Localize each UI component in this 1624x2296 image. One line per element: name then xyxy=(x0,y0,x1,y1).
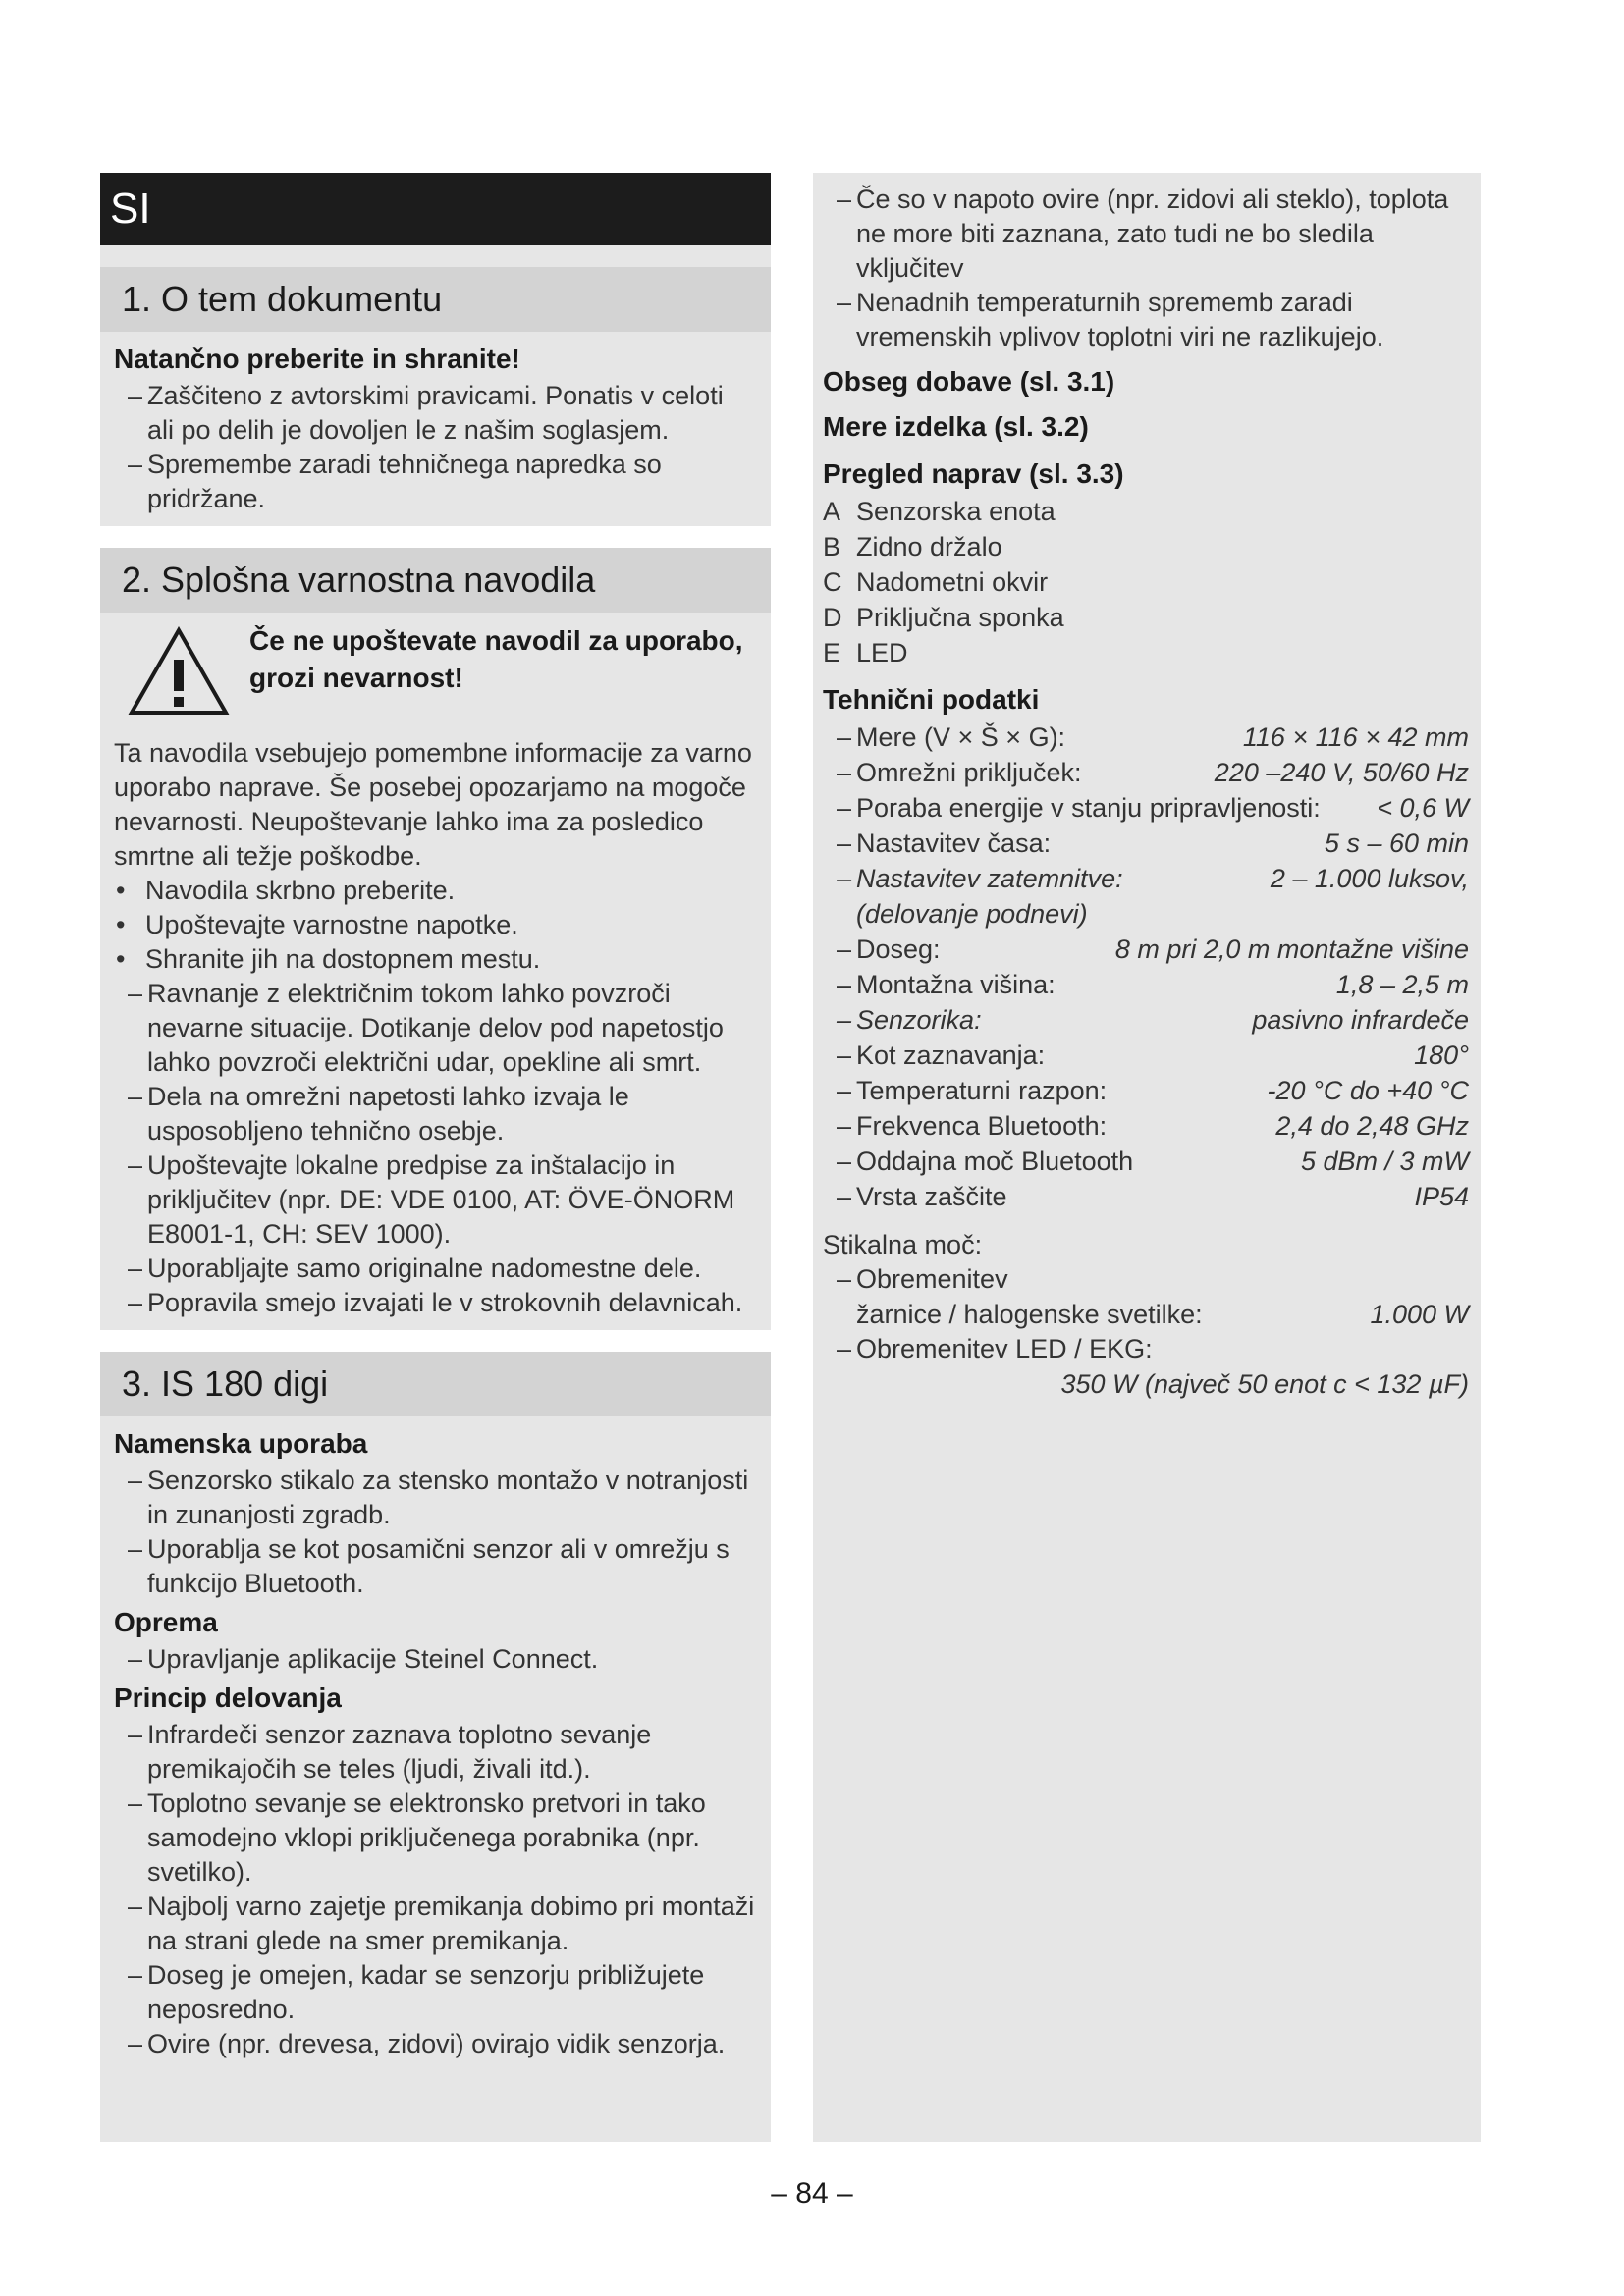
spec-row: – Kot zaznavanja: 180° xyxy=(823,1038,1469,1073)
list-item: – Uporablja se kot posamični senzor ali v omrežju s funkcijo Bluetooth. xyxy=(114,1532,757,1601)
list-item: – Toplotno sevanje se elektronsko pretvori in tako samodejno vklopi priključenega porabnika (npr. svetilko). xyxy=(114,1787,757,1890)
list-item: – Doseg je omejen, kadar se senzorju približujete neposredno. xyxy=(114,1958,757,2027)
list-item: • Shranite jih na dostopnem mestu. xyxy=(114,942,757,977)
section-1-title: 1. O tem dokumentu xyxy=(100,267,771,332)
list-item: • Upoštevajte varnostne napotke. xyxy=(114,908,757,942)
list-item: • Navodila skrbno preberite. xyxy=(114,874,757,908)
s2-list xyxy=(114,977,757,1320)
list-item: – Popravila smejo izvajati le v strokovnih delavnicah. xyxy=(114,1286,757,1320)
dims-heading: Mere izdelka (sl. 3.2) xyxy=(823,411,1089,442)
scope-heading: Obseg dobave (sl. 3.1) xyxy=(823,366,1115,397)
warning-text: Če ne upoštevate navodil za uporabo, grozi nevarnost! xyxy=(249,625,743,693)
s3-use-list xyxy=(114,1464,757,1601)
warning-triangle-icon xyxy=(128,626,230,717)
right-top-list xyxy=(823,183,1469,354)
list-item: – Infrardeči senzor zaznava toplotno sevanje premikajočih se teles (ljudi, živali itd.). xyxy=(114,1718,757,1787)
section-2-title: 2. Splošna varnostna navodila xyxy=(100,548,771,613)
list-item: – Spremembe zaradi tehničnega napredka so pridržane. xyxy=(114,448,757,516)
tech-heading: Tehnični podatki xyxy=(823,684,1040,715)
switch-heading: Stikalna moč: xyxy=(823,1230,983,1259)
s1-list xyxy=(114,379,757,516)
list-item: B Zidno držalo xyxy=(823,532,1002,561)
spec-list xyxy=(823,720,1469,1214)
s3-use-heading: Namenska uporaba xyxy=(114,1428,368,1459)
list-item: C Nadometni okvir xyxy=(823,567,1049,597)
spec-row: – Vrsta zaščite IP54 xyxy=(823,1179,1469,1214)
list-item: – Dela na omrežni napetosti lahko izvaja le usposobljeno tehnično osebje. xyxy=(114,1080,757,1148)
list-item: D Priključna sponka xyxy=(823,603,1064,632)
spec-row: – Nastavitev zatemnitve: (delovanje podnevi) 2 – 1.000 luksov, xyxy=(823,861,1469,932)
list-item: – Upravljanje aplikacije Steinel Connect. xyxy=(114,1642,757,1677)
list-item: – Če so v napoto ovire (npr. zidovi ali steklo), toplota ne more biti zaznana, zato tudi ne bo sledila vključitev xyxy=(823,183,1469,286)
list-item: – Uporabljajte samo originalne nadomestne dele. xyxy=(114,1252,757,1286)
list-item: – Najbolj varno zajetje premikanja dobimo pri montaži na strani glede na smer premikanja. xyxy=(114,1890,757,1958)
load-list xyxy=(823,1262,1469,1297)
list-item: – Ravnanje z električnim tokom lahko povzroči nevarne situacije. Dotikanje delov pod napetostjo lahko povzroči električni udar, opekline ali smrt. xyxy=(114,977,757,1080)
list-item: – Zaščiteno z avtorskimi pravicami. Ponatis v celoti ali po delih je dovoljen le z našim soglasjem. xyxy=(114,379,757,448)
list-item: E LED xyxy=(823,638,908,667)
language-tab: SI xyxy=(100,173,771,245)
right-content xyxy=(813,183,1481,1402)
spec-row: – Temperaturni razpon: -20 °C do +40 °C xyxy=(823,1073,1469,1108)
list-item: – Senzorsko stikalo za stensko montažo v notranjosti in zunanjosti zgradb. xyxy=(114,1464,757,1532)
spec-row: – Poraba energije v stanju pripravljenosti: < 0,6 W xyxy=(823,790,1469,826)
list-item: – Obremenitev LED / EKG: xyxy=(823,1332,1469,1366)
s3-principle-list xyxy=(114,1718,757,2061)
list-item: – Obremenitev xyxy=(823,1262,1469,1297)
s2-intro: Ta navodila vsebujejo pomembne informacije za varno uporabo naprave. Še posebej opozarjamo na mogoče nevarnosti. Neupoštevanje lahko ima za posledico smrtne ali težje poškodbe. xyxy=(114,738,752,871)
spec-row: – Frekvenca Bluetooth: 2,4 do 2,48 GHz xyxy=(823,1108,1469,1144)
s3-equip-list xyxy=(114,1642,757,1677)
s2-bullets xyxy=(114,874,757,977)
spec-row: žarnice / halogenske svetilke: 1.000 W xyxy=(856,1300,1469,1329)
s3-principle-heading: Princip delovanja xyxy=(114,1682,342,1713)
spec-row: – Omrežni priključek: 220 –240 V, 50/60 Hz xyxy=(823,755,1469,790)
load-list-2 xyxy=(823,1332,1469,1366)
spec-row: – Montažna višina: 1,8 – 2,5 m xyxy=(823,967,1469,1002)
spec-row: – Oddajna moč Bluetooth 5 dBm / 3 mW xyxy=(823,1144,1469,1179)
list-item: – Upoštevajte lokalne predpise za inštalacijo in priključitev (npr. DE: VDE 0100, AT: ÖVE-ÖNORM E8001-1, CH: SEV 1000). xyxy=(114,1148,757,1252)
left-content xyxy=(100,267,771,2071)
warning-box xyxy=(114,622,757,717)
spec-row: 350 W (največ 50 enot c < 132 µF) xyxy=(1060,1369,1469,1399)
spec-row: – Nastavitev časa: 5 s – 60 min xyxy=(823,826,1469,861)
overview-heading: Pregled naprav (sl. 3.3) xyxy=(823,458,1124,489)
list-item: A Senzorska enota xyxy=(823,497,1056,526)
list-item: – Ovire (npr. drevesa, zidovi) ovirajo vidik senzorja. xyxy=(114,2027,757,2061)
page-number: – 84 – xyxy=(771,2177,853,2210)
parts-list xyxy=(823,494,1469,670)
section-3-title: 3. IS 180 digi xyxy=(100,1352,771,1416)
s3-equip-heading: Oprema xyxy=(114,1607,218,1637)
spec-row: – Mere (V × Š × G): 116 × 116 × 42 mm xyxy=(823,720,1469,755)
list-item: – Nenadnih temperaturnih sprememb zaradi vremenskih vplivov toplotni viri ne razlikujejo. xyxy=(823,286,1469,354)
spec-row: – Doseg: 8 m pri 2,0 m montažne višine xyxy=(823,932,1469,967)
s1-subheading: Natančno preberite in shranite! xyxy=(114,344,520,374)
spec-row: – Senzorika: pasivno infrardeče xyxy=(823,1002,1469,1038)
